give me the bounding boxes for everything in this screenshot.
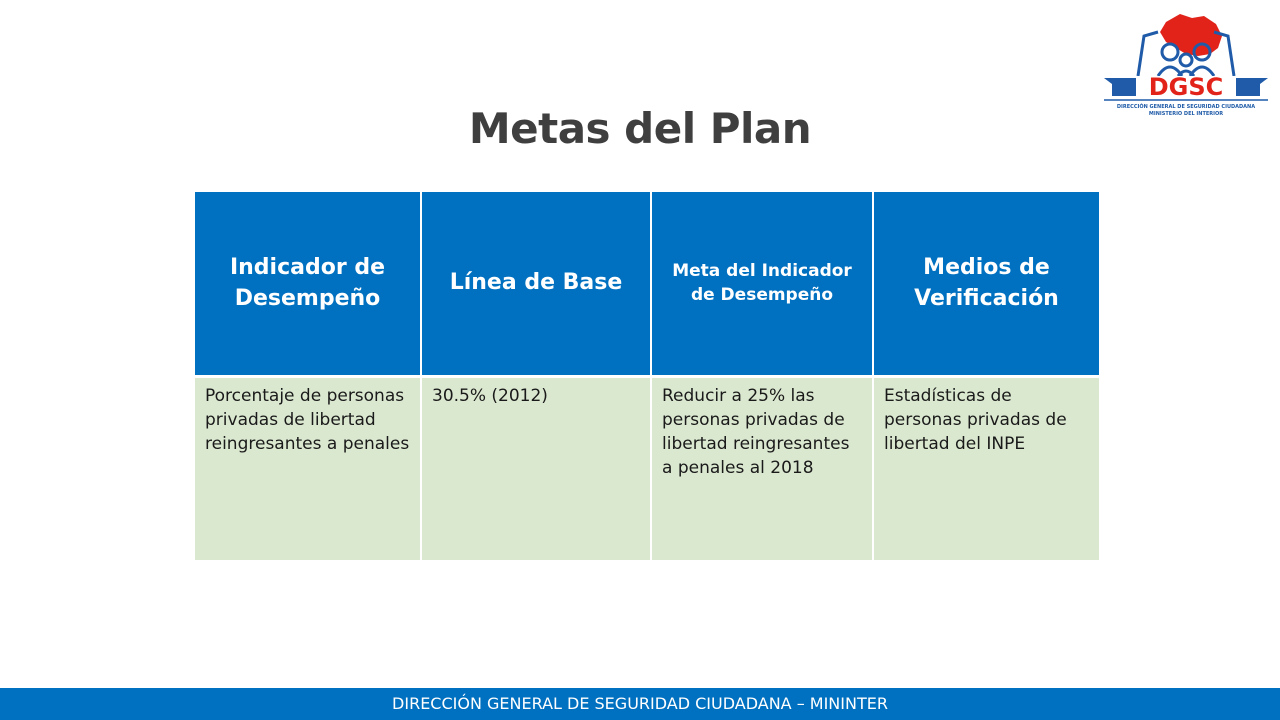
- cell-indicador: Porcentaje de personas privadas de libertad reingresantes a penales: [195, 377, 421, 561]
- slide-title: Metas del Plan: [468, 104, 812, 153]
- footer-bar: [0, 688, 1280, 720]
- header-indicador: Indicador de Desempeño: [195, 192, 421, 377]
- table-row: [195, 377, 1099, 561]
- logo-line2: MINISTERIO DEL INTERIOR: [1148, 111, 1224, 117]
- header-medios: Medios de Verificación: [873, 192, 1099, 377]
- logo-acronym: DGSC: [1148, 73, 1224, 101]
- header-meta: Meta del Indicador de Desempeño: [651, 192, 873, 377]
- header-linea-base: Línea de Base: [421, 192, 651, 377]
- cell-medios: Estadísticas de personas privadas de libertad del INPE: [873, 377, 1099, 561]
- cell-meta: Reducir a 25% las personas privadas de libertad reingresantes a penales al 2018: [651, 377, 873, 561]
- logo-line1: DIRECCIÓN GENERAL DE SEGURIDAD CIUDADANA: [1116, 104, 1256, 110]
- goals-table: [195, 192, 1099, 560]
- table-header-row: [195, 192, 1099, 377]
- footer-text: DIRECCIÓN GENERAL DE SEGURIDAD CIUDADANA – MININTER: [392, 694, 888, 713]
- cell-linea-base: 30.5% (2012): [421, 377, 651, 561]
- peru-map-icon: [1160, 14, 1222, 56]
